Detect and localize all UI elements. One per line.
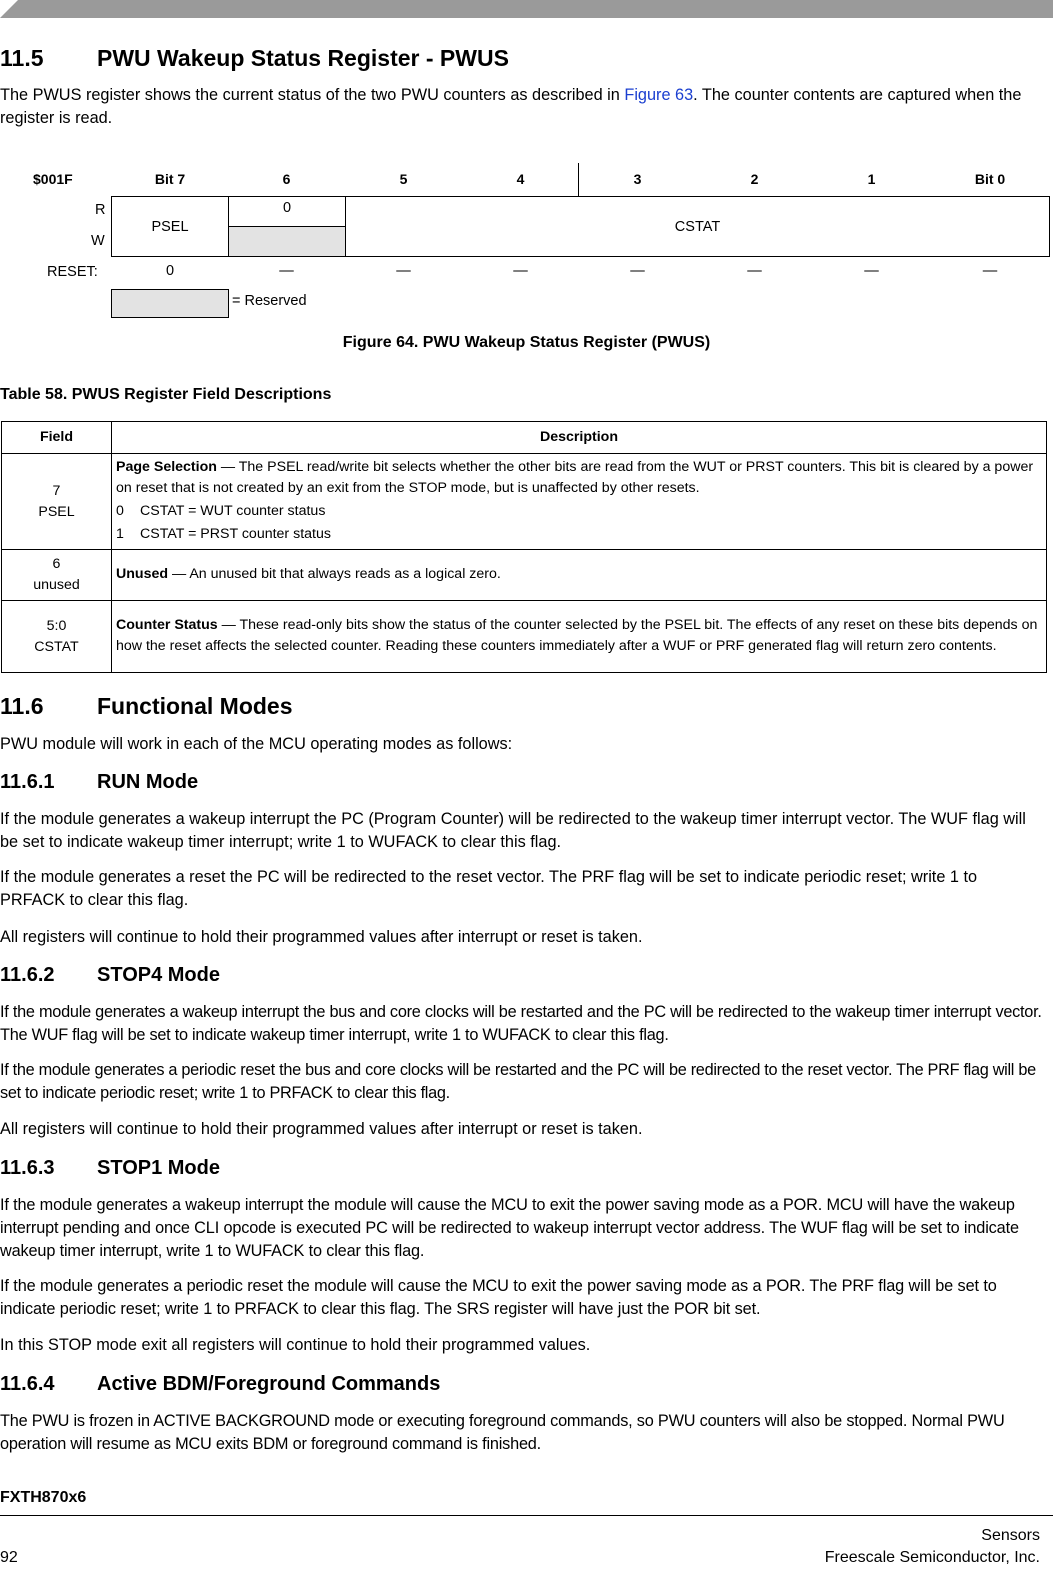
paragraph: All registers will continue to hold their programmed values after interrupt or reset is taken. <box>0 1120 643 1138</box>
subsection-heading-11-6-2 <box>0 964 220 987</box>
field-cell <box>2 550 112 601</box>
table-caption: Table 58. PWUS Register Field Descriptions <box>0 386 332 403</box>
bit6-read-value: 0 <box>228 196 346 227</box>
footer-company: Freescale Semiconductor, Inc. <box>824 1549 1040 1566</box>
bit-header: 2 <box>750 171 759 187</box>
paragraph: If the module generates a wakeup interrupt the PC (Program Counter) will be redirected to the wakeup timer interrupt vector. The WUF flag will be set to indicate wakeup timer interrupt; write 1 to WUFACK to clear this flag. <box>0 810 1026 851</box>
table-row <box>2 550 1047 601</box>
section-heading-11-5 <box>0 45 509 72</box>
paragraph: If the module generates a wakeup interrupt the bus and core clocks will be restarted and the PC will be redirected to the wakeup timer interrupt vector. The WUF flag will be set to indicate wakeup timer interrupt, write 1 to WUFACK to clear this flag. <box>0 1003 1042 1044</box>
section-number: 11.5 <box>0 45 44 71</box>
enum-value: CSTAT = PRST counter status <box>140 525 331 542</box>
figure-caption: Figure 64. PWU Wakeup Status Register (PWUS) <box>342 334 711 351</box>
bit-header: Bit 7 <box>154 171 186 187</box>
table-header-row <box>2 422 1047 454</box>
description-cell <box>112 550 1047 601</box>
subsection-heading-11-6-3 <box>0 1157 220 1180</box>
section-title: PWU Wakeup Status Register - PWUS <box>97 45 509 71</box>
field-cell <box>2 454 112 550</box>
paragraph: PWU module will work in each of the MCU operating modes as follows: <box>0 735 513 753</box>
intro-text-end: . The counter contents are captured when the register is read. <box>0 86 1022 127</box>
table-row <box>2 601 1047 673</box>
paragraph: The PWU is frozen in ACTIVE BACKGROUND mode or executing foreground commands, so PWU counters will also be stopped. Normal PWU operation will resume as MCU exits BDM or foreground command is finished. <box>0 1412 1005 1453</box>
paragraph: In this STOP mode exit all registers will continue to hold their programmed values. <box>0 1336 591 1354</box>
subsection-title: Active BDM/Foreground Commands <box>97 1373 441 1395</box>
bit-header: 3 <box>633 171 642 187</box>
enum-item <box>116 501 1042 522</box>
footer-doc-id: FXTH870x6 <box>0 1489 87 1506</box>
reset-value: 0 <box>165 263 175 279</box>
field-cell <box>2 601 112 673</box>
bit-header: 1 <box>867 171 876 187</box>
section-title: Functional Modes <box>97 693 293 719</box>
table-row <box>2 454 1047 550</box>
reset-value: — <box>396 263 411 279</box>
field-bit-number: 5:0 <box>46 617 67 634</box>
subsection-title: RUN Mode <box>97 771 199 793</box>
paragraph: All registers will continue to hold their programmed values after interrupt or reset is taken. <box>0 928 643 946</box>
paragraph: If the module generates a wakeup interrupt the module will cause the MCU to exit the power saving mode as a POR. MCU will have the wakeup interrupt pending and once CLI opcode is executed PC will be redirected to wakeup interrupt vector address. The WUF flag will be set to indicate wakeup timer interrupt, write 1 to WUFACK to clear this flag. <box>0 1196 1019 1260</box>
enum-value: CSTAT = WUT counter status <box>140 502 326 519</box>
reset-value: — <box>864 263 879 279</box>
field-bit-number: 7 <box>52 482 61 499</box>
bit-header: 6 <box>282 171 291 187</box>
reset-value: — <box>513 263 528 279</box>
reset-value: — <box>630 263 645 279</box>
subsection-number: 11.6.2 <box>0 964 55 986</box>
description-title: Page Selection <box>116 458 217 475</box>
register-address: $001F <box>33 171 73 187</box>
description-text: — The PSEL read/write bit selects whether the other bits are read from the WUT or PRST counters. This bit is cleared by a power on reset that is not created by an exit from the STOP mode, but is unaffected by other resets. <box>116 458 1034 496</box>
column-header-description: Description <box>112 422 1047 454</box>
enum-key: 0 <box>116 502 124 519</box>
column-header-field: Field <box>2 422 112 454</box>
subsection-heading-11-6-4 <box>0 1373 440 1396</box>
description-title: Unused <box>116 565 169 582</box>
footer-rule <box>0 1515 1053 1516</box>
paragraph: If the module generates a periodic reset the bus and core clocks will be restarted and the PC will be redirected to the reset vector. The PRF flag will be set to indicate periodic reset; write 1 to PRFACK to clear this flag. <box>0 1061 1036 1102</box>
field-psel: PSEL <box>111 196 229 257</box>
reserved-legend-text: = Reserved <box>232 293 307 309</box>
reset-label: RESET: <box>47 264 98 280</box>
enum-key: 1 <box>116 525 124 542</box>
description-text: — These read-only bits show the status of the counter selected by the PSEL bit. The effects of any reset on these bits depends on how the reset affects the selected counter. Reading these counters immediately after a WUF or PRF generated flag will return zero contents. <box>116 616 1038 654</box>
section-intro <box>0 84 1040 130</box>
section-heading-11-6 <box>0 693 293 720</box>
subsection-title: STOP1 Mode <box>97 1157 220 1179</box>
field-bit-number: 6 <box>52 556 61 572</box>
row-label-read: R <box>95 202 106 218</box>
description-title: Counter Status <box>116 616 218 633</box>
reset-value: — <box>747 263 762 279</box>
footer-sensors: Sensors <box>981 1527 1040 1544</box>
field-name: CSTAT <box>34 638 79 655</box>
paragraph: If the module generates a reset the PC will be redirected to the reset vector. The PRF flag will be set to indicate periodic reset; write 1 to PRFACK to clear this flag. <box>0 868 978 909</box>
description-cell <box>112 601 1047 673</box>
subsection-title: STOP4 Mode <box>97 964 220 986</box>
description-text: — An unused bit that always reads as a logical zero. <box>168 565 501 582</box>
description-cell <box>112 454 1047 550</box>
enum-item <box>116 524 1042 545</box>
bit-header: Bit 0 <box>974 171 1006 187</box>
bit-header: 5 <box>399 171 408 187</box>
bit6-write-reserved <box>228 226 346 257</box>
field-name: PSEL <box>38 503 75 520</box>
reset-value: — <box>279 263 294 279</box>
page-number: 92 <box>0 1549 18 1566</box>
header-bar <box>0 0 1053 18</box>
field-name: unused <box>33 577 80 593</box>
reserved-legend-swatch <box>111 289 229 318</box>
subsection-heading-11-6-1 <box>0 771 198 794</box>
nibble-divider <box>578 163 579 196</box>
bit-header: 4 <box>516 171 525 187</box>
reset-value: — <box>982 263 998 279</box>
paragraph: If the module generates a periodic reset the module will cause the MCU to exit the power saving mode as a POR. The PRF flag will be set to indicate periodic reset; write 1 to PRFACK to clear this flag. The SRS register will have just the POR bit set. <box>0 1277 997 1318</box>
row-label-write: W <box>91 233 105 249</box>
register-diagram <box>0 160 1053 350</box>
section-number: 11.6 <box>0 693 44 719</box>
intro-text: The PWUS register shows the current status of the two PWU counters as described in <box>0 86 625 104</box>
subsection-number: 11.6.4 <box>0 1373 55 1395</box>
figure-63-link[interactable]: Figure 63 <box>624 86 694 104</box>
field-description-table <box>1 421 1047 673</box>
subsection-number: 11.6.1 <box>0 771 55 793</box>
field-cstat: CSTAT <box>345 196 1050 257</box>
subsection-number: 11.6.3 <box>0 1157 55 1179</box>
